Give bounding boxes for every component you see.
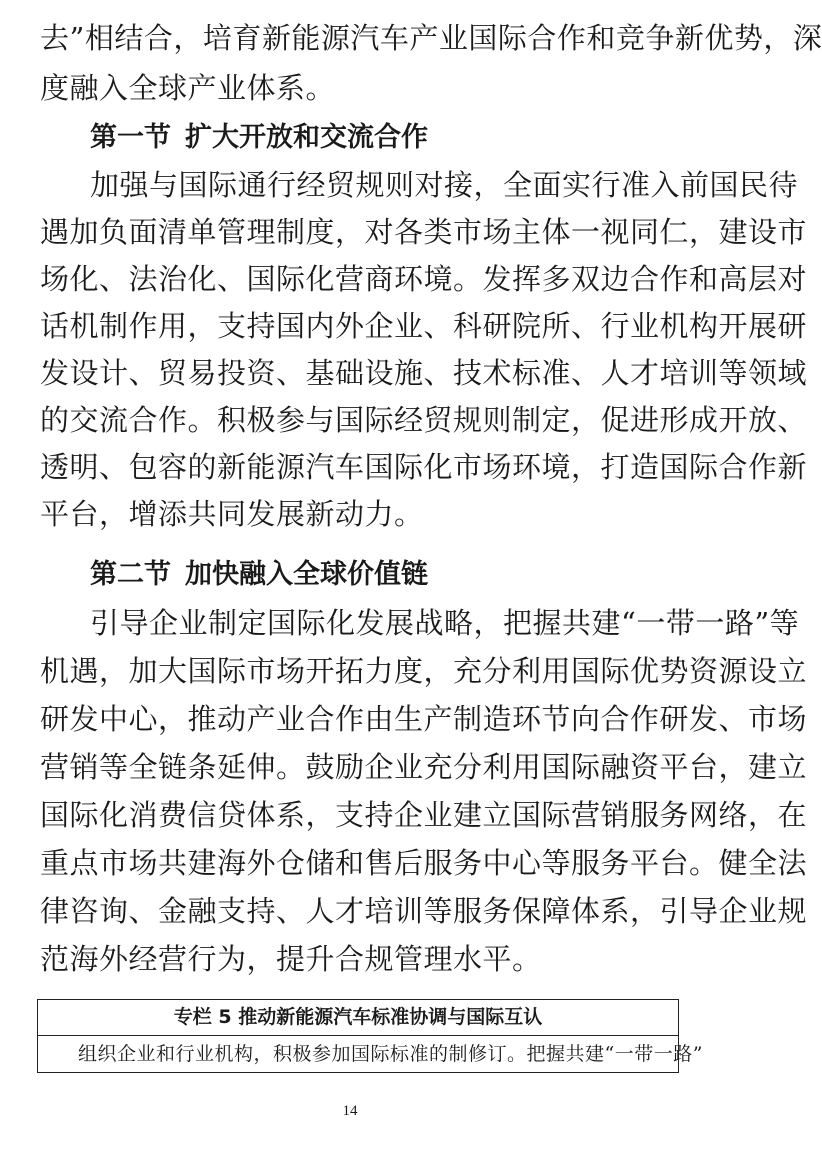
section-2-line: 国际化消费信贷体系，支持企业建立国际营销服务网络，在 xyxy=(40,798,808,832)
section-1-number: 第一节 xyxy=(90,122,171,153)
section-1-line: 的交流合作。积极参与国际经贸规则制定，促进形成开放、 xyxy=(40,403,808,437)
section-1-line: 加强与国际通行经贸规则对接，全面实行准入前国民待 xyxy=(90,168,799,202)
section-2-line: 营销等全链条延伸。鼓励企业充分利用国际融资平台，建立 xyxy=(40,750,808,784)
column-box-body: 组织企业和行业机构，积极参加国际标准的制修订。把握共建“一带一路” xyxy=(78,1043,703,1065)
section-1-heading xyxy=(90,118,428,158)
section-1-line: 场化、法治化、国际化营商环境。发挥多双边合作和高层对 xyxy=(40,262,808,296)
section-2-number: 第二节 xyxy=(90,559,171,590)
column-box xyxy=(37,999,703,1073)
intro-line: 去”相结合，培育新能源汽车产业国际合作和竞争新优势，深 xyxy=(40,21,822,55)
intro-line: 度融入全球产业体系。 xyxy=(40,71,336,105)
column-box-title: 专栏 5 推动新能源汽车标准协调与国际互认 xyxy=(38,1000,678,1036)
section-2-heading xyxy=(90,555,428,595)
section-2-title: 加快融入全球价值链 xyxy=(185,559,428,590)
section-2-line: 引导企业制定国际化发展战略，把握共建“一带一路”等 xyxy=(90,606,800,640)
section-1-line: 遇加负面清单管理制度，对各类市场主体一视同仁，建设市 xyxy=(40,215,808,249)
section-2-line: 重点市场共建海外仓储和售后服务中心等服务平台。健全法 xyxy=(40,846,808,880)
section-2-line: 范海外经营行为，提升合规管理水平。 xyxy=(40,942,542,976)
section-1-title: 扩大开放和交流合作 xyxy=(185,122,428,153)
section-2-line: 机遇，加大国际市场开拓力度，充分利用国际优势资源设立 xyxy=(40,654,808,688)
section-1-line: 话机制作用，支持国内外企业、科研院所、行业机构开展研 xyxy=(40,309,808,343)
section-1-line: 透明、包容的新能源汽车国际化市场环境，打造国际合作新 xyxy=(40,450,808,484)
section-1-line: 平台，增添共同发展新动力。 xyxy=(40,497,424,531)
page-number: 14 xyxy=(342,1103,358,1119)
section-1-line: 发设计、贸易投资、基础设施、技术标准、人才培训等领域 xyxy=(40,356,808,390)
section-2-line: 律咨询、金融支持、人才培训等服务保障体系，引导企业规 xyxy=(40,894,808,928)
section-2-line: 研发中心，推动产业合作由生产制造环节向合作研发、市场 xyxy=(40,702,808,736)
